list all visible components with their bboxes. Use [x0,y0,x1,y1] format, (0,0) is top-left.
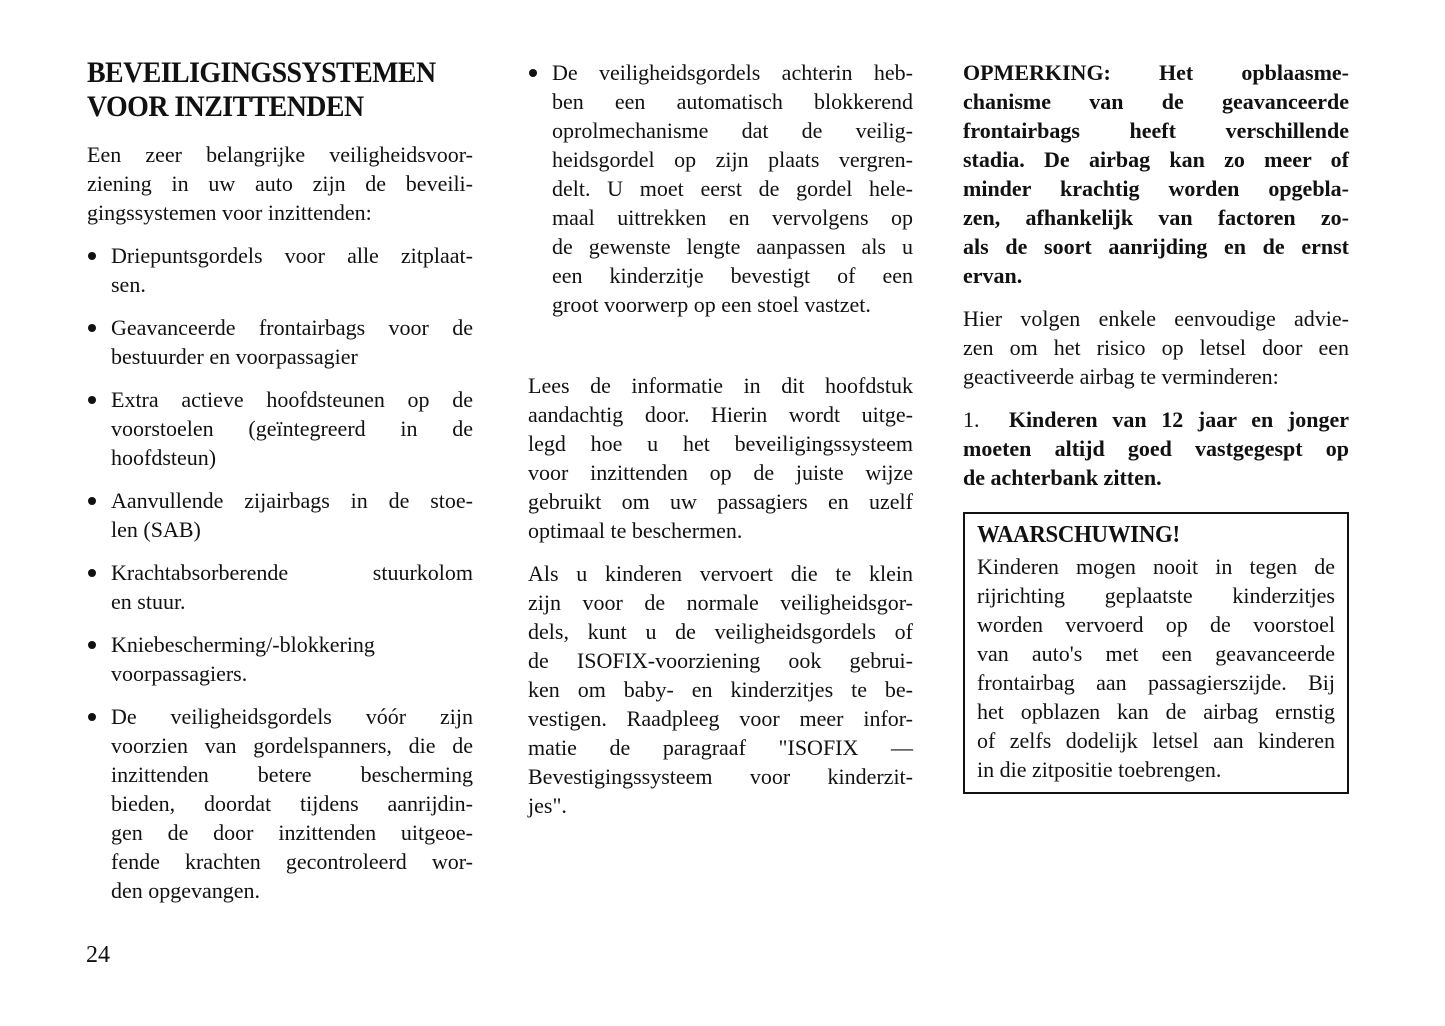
item-number: 1. [963,407,1009,432]
text-line: matie de paragraaf "ISOFIX — [528,735,913,760]
text-line: De veiligheidsgordels vóór zijn [111,704,473,729]
column-left [87,56,473,919]
text-line: moeten altijd goed vastgegespt op [963,436,1349,461]
column-middle [528,58,913,834]
text-line: aandachtig door. Hierin wordt uitge- [528,402,913,427]
list-item [528,58,913,319]
text-line: de ISOFIX-voorziening ook gebrui- [528,648,913,673]
text-line: voorzien van gordelspanners, die de [111,733,473,758]
bullet-icon [88,252,96,260]
text-line: optimaal te beschermen. [528,518,743,543]
text-line: gebruikt om uw passagiers en uzelf [528,489,913,514]
text-line: ben een automatisch blokkerend [552,89,913,114]
text-line: Hier volgen enkele eenvoudige advie- [963,306,1349,331]
safety-systems-list [87,241,473,905]
bullet-icon [88,569,96,577]
text-line: ken om baby- en kinderzitjes te be- [528,677,913,702]
text-line: zen om het risico op letsel door een [963,335,1349,360]
text-line: de achterbank zitten. [963,465,1162,490]
text-line: Een zeer belangrijke veiligheidsvoor- [87,142,473,167]
list-item [87,241,473,299]
text-line: fende krachten gecontroleerd wor- [111,849,473,874]
text-line: hoofdsteun) [111,445,217,470]
page-number: 24 [86,942,110,968]
text-line: Extra actieve hoofdsteunen op de [111,387,473,412]
text-line: worden vervoerd op de voorstoel [977,612,1335,637]
text-line: Kinderen mogen nooit in tegen de [977,554,1335,579]
heading-line: BEVEILIGINGSSYSTEMEN [87,56,436,89]
text-line: gen de door inzittenden uitgeoe- [111,820,473,845]
warning-box [963,512,1349,794]
text-line: frontairbags heeft verschillende [963,118,1349,143]
list-item [87,702,473,905]
text-line: stadia. De airbag kan zo meer of [963,147,1349,172]
bullet-icon [88,396,96,404]
bullet-icon [88,713,96,721]
text-line: jes". [528,793,567,818]
text-line: 1. Kinderen van 12 jaar en jonger [963,407,1349,432]
text-line: legd hoe u het beveiligingssysteem [528,431,913,456]
list-item [87,486,473,544]
read-info-paragraph [528,371,913,545]
warning-title: WAARSCHUWING! [977,522,1180,548]
text-line: frontairbag aan passagierszijde. Bij [977,670,1335,695]
text-line: ervan. [963,263,1023,288]
bullet-icon [88,324,96,332]
text-line: geactiveerde airbag te verminderen: [963,364,1279,389]
text-line: delt. U moet eerst de gordel hele- [552,176,913,201]
list-item [87,313,473,371]
text-line: ziening in uw auto zijn de beveili- [87,171,473,196]
text-line: heidsgordel op zijn plaats vergren- [552,147,913,172]
text-line: of zelfs dodelijk letsel aan kinderen [977,728,1335,753]
text-line: voor inzittenden op de juiste wijze [528,460,913,485]
text-line: len (SAB) [111,517,201,542]
intro-paragraph [87,140,473,227]
text-line: rijrichting geplaatste kinderzitjes [977,583,1335,608]
text-line: den opgevangen. [111,878,261,903]
text-line: Als u kinderen vervoert die te klein [528,561,913,586]
column-right [963,58,1349,794]
text-line: voorstoelen (geïntegreerd in de [111,416,473,441]
heading-line: VOOR INZITTENDEN [87,90,364,123]
text-line: voorpassagiers. [111,661,248,686]
text-line: zen, afhankelijk van factoren zo- [963,205,1349,230]
text-line: minder krachtig worden opgebla- [963,176,1349,201]
list-item [87,558,473,616]
text-line: als de soort aanrijding en de ernst [963,234,1349,259]
note-paragraph [963,58,1349,290]
text-line: de gewenste lengte aanpassen als u [552,234,913,259]
bullet-icon [88,641,96,649]
text-line: sen. [111,272,146,297]
text-line: het opblazen kan de airbag ernstig [977,699,1335,724]
text-line: oprolmechanisme dat de veilig- [552,118,913,143]
text-line: groot voorwerp op een stoel vastzet. [552,292,871,317]
text-line: bestuurder en voorpassagier [111,344,358,369]
rear-belts-list [528,58,913,319]
isofix-paragraph [528,559,913,820]
text-line: en stuur. [111,589,186,614]
text-line: De veiligheidsgordels achterin heb- [552,60,913,85]
text-line: zijn voor de normale veiligheidsgor- [528,590,913,615]
bullet-icon [88,497,96,505]
numbered-advice-item [963,405,1349,492]
list-item [87,385,473,472]
text-line: van auto's met een geavanceerde [977,641,1335,666]
text-line: chanisme van de geavanceerde [963,89,1349,114]
section-heading [87,56,446,124]
text-line: Kniebescherming/-blokkering [111,632,375,657]
text-line: maal uittrekken en vervolgens op [552,205,913,230]
advice-intro-paragraph [963,304,1349,391]
text-line: Lees de informatie in dit hoofdstuk [528,373,913,398]
text-line: in die zitpositie toebrengen. [977,757,1222,782]
bullet-icon [529,69,537,77]
warning-text [977,552,1335,784]
text-line: Bevestigingssysteem voor kinderzit- [528,764,913,789]
text-line: Driepuntsgordels voor alle zitplaat- [111,243,473,268]
text-line: gingssystemen voor inzittenden: [87,200,372,225]
text-line: Aanvullende zijairbags in de stoe- [111,488,473,513]
text-line: Geavanceerde frontairbags voor de [111,315,473,340]
text-line: vestigen. Raadpleeg voor meer infor- [528,706,913,731]
text-line: inzittenden betere bescherming [111,762,473,787]
text-line: dels, kunt u de veiligheidsgordels of [528,619,913,644]
text-line: OPMERKING: Het opblaasme- [963,60,1349,85]
list-item [87,630,473,688]
text-line: bieden, doordat tijdens aanrijdin- [111,791,473,816]
text-line: Krachtabsorberende stuurkolom [111,560,473,585]
text-line: een kinderzitje bevestigt of een [552,263,913,288]
